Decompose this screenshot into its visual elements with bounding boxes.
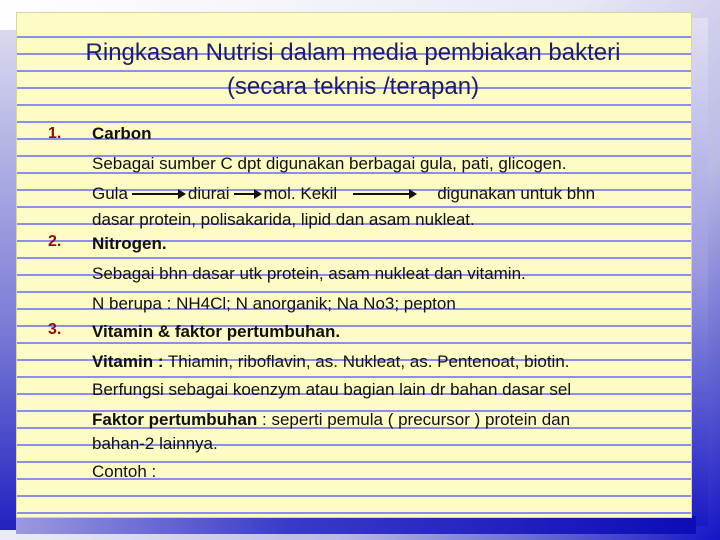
- arrow-right-icon: [132, 193, 184, 195]
- item-number-2: 2.: [48, 233, 62, 250]
- vitamin-label: Vitamin :: [92, 352, 164, 371]
- carbon-line-3: dasar protein, polisakarida, lipid dan asam nukleat.: [92, 210, 475, 229]
- fungsi-line: Berfungsi sebagai koenzym atau bagian lain dr bahan dasar sel: [92, 380, 572, 399]
- faktor-text: : seperti pemula ( precursor ) protein dan: [257, 410, 571, 429]
- arrow-right-icon: [234, 193, 260, 195]
- bahan-line: bahan-2 lainnya.: [92, 434, 218, 453]
- arrow-right-icon: [353, 193, 415, 195]
- right-shadow-bar: [690, 18, 708, 526]
- title-line-1: Ringkasan Nutrisi dalam media pembiakan bakteri: [85, 39, 621, 66]
- carbon-line-2: [92, 184, 595, 204]
- slide-title: [16, 36, 690, 104]
- item-heading-vitamin: Vitamin & faktor pertumbuhan.: [92, 322, 341, 341]
- carbon-diurai: diurai: [187, 184, 230, 203]
- title-line-2: (secara teknis /terapan): [226, 73, 480, 100]
- nitrogen-line-2: N berupa : NH4Cl; N anorganik; Na No3; pepton: [92, 294, 456, 313]
- item-heading-carbon: Carbon: [92, 124, 152, 143]
- carbon-line-1: Sebagai sumber C dpt digunakan berbagai gula, pati, glicogen.: [92, 154, 567, 173]
- nitrogen-line-1: Sebagai bhn dasar utk protein, asam nukleat dan vitamin.: [92, 264, 526, 283]
- item-heading-nitrogen: Nitrogen.: [92, 234, 167, 253]
- carbon-mol-kekil: mol. Kekil: [263, 184, 338, 203]
- vitamin-text: Thiamin, riboflavin, as. Nukleat, as. Pentenoat, biotin.: [163, 352, 570, 371]
- faktor-line: [92, 410, 570, 430]
- carbon-gula: Gula: [92, 184, 128, 203]
- faktor-label: Faktor pertumbuhan: [92, 410, 258, 429]
- left-accent-bar: [0, 30, 16, 530]
- vitamin-line: [92, 352, 570, 372]
- carbon-digunakan: digunakan untuk bhn: [437, 184, 596, 203]
- bottom-accent-bar: [16, 516, 696, 534]
- item-number-1: 1.: [48, 125, 62, 142]
- contoh-line: Contoh :: [92, 462, 157, 481]
- item-number-3: 3.: [48, 321, 62, 338]
